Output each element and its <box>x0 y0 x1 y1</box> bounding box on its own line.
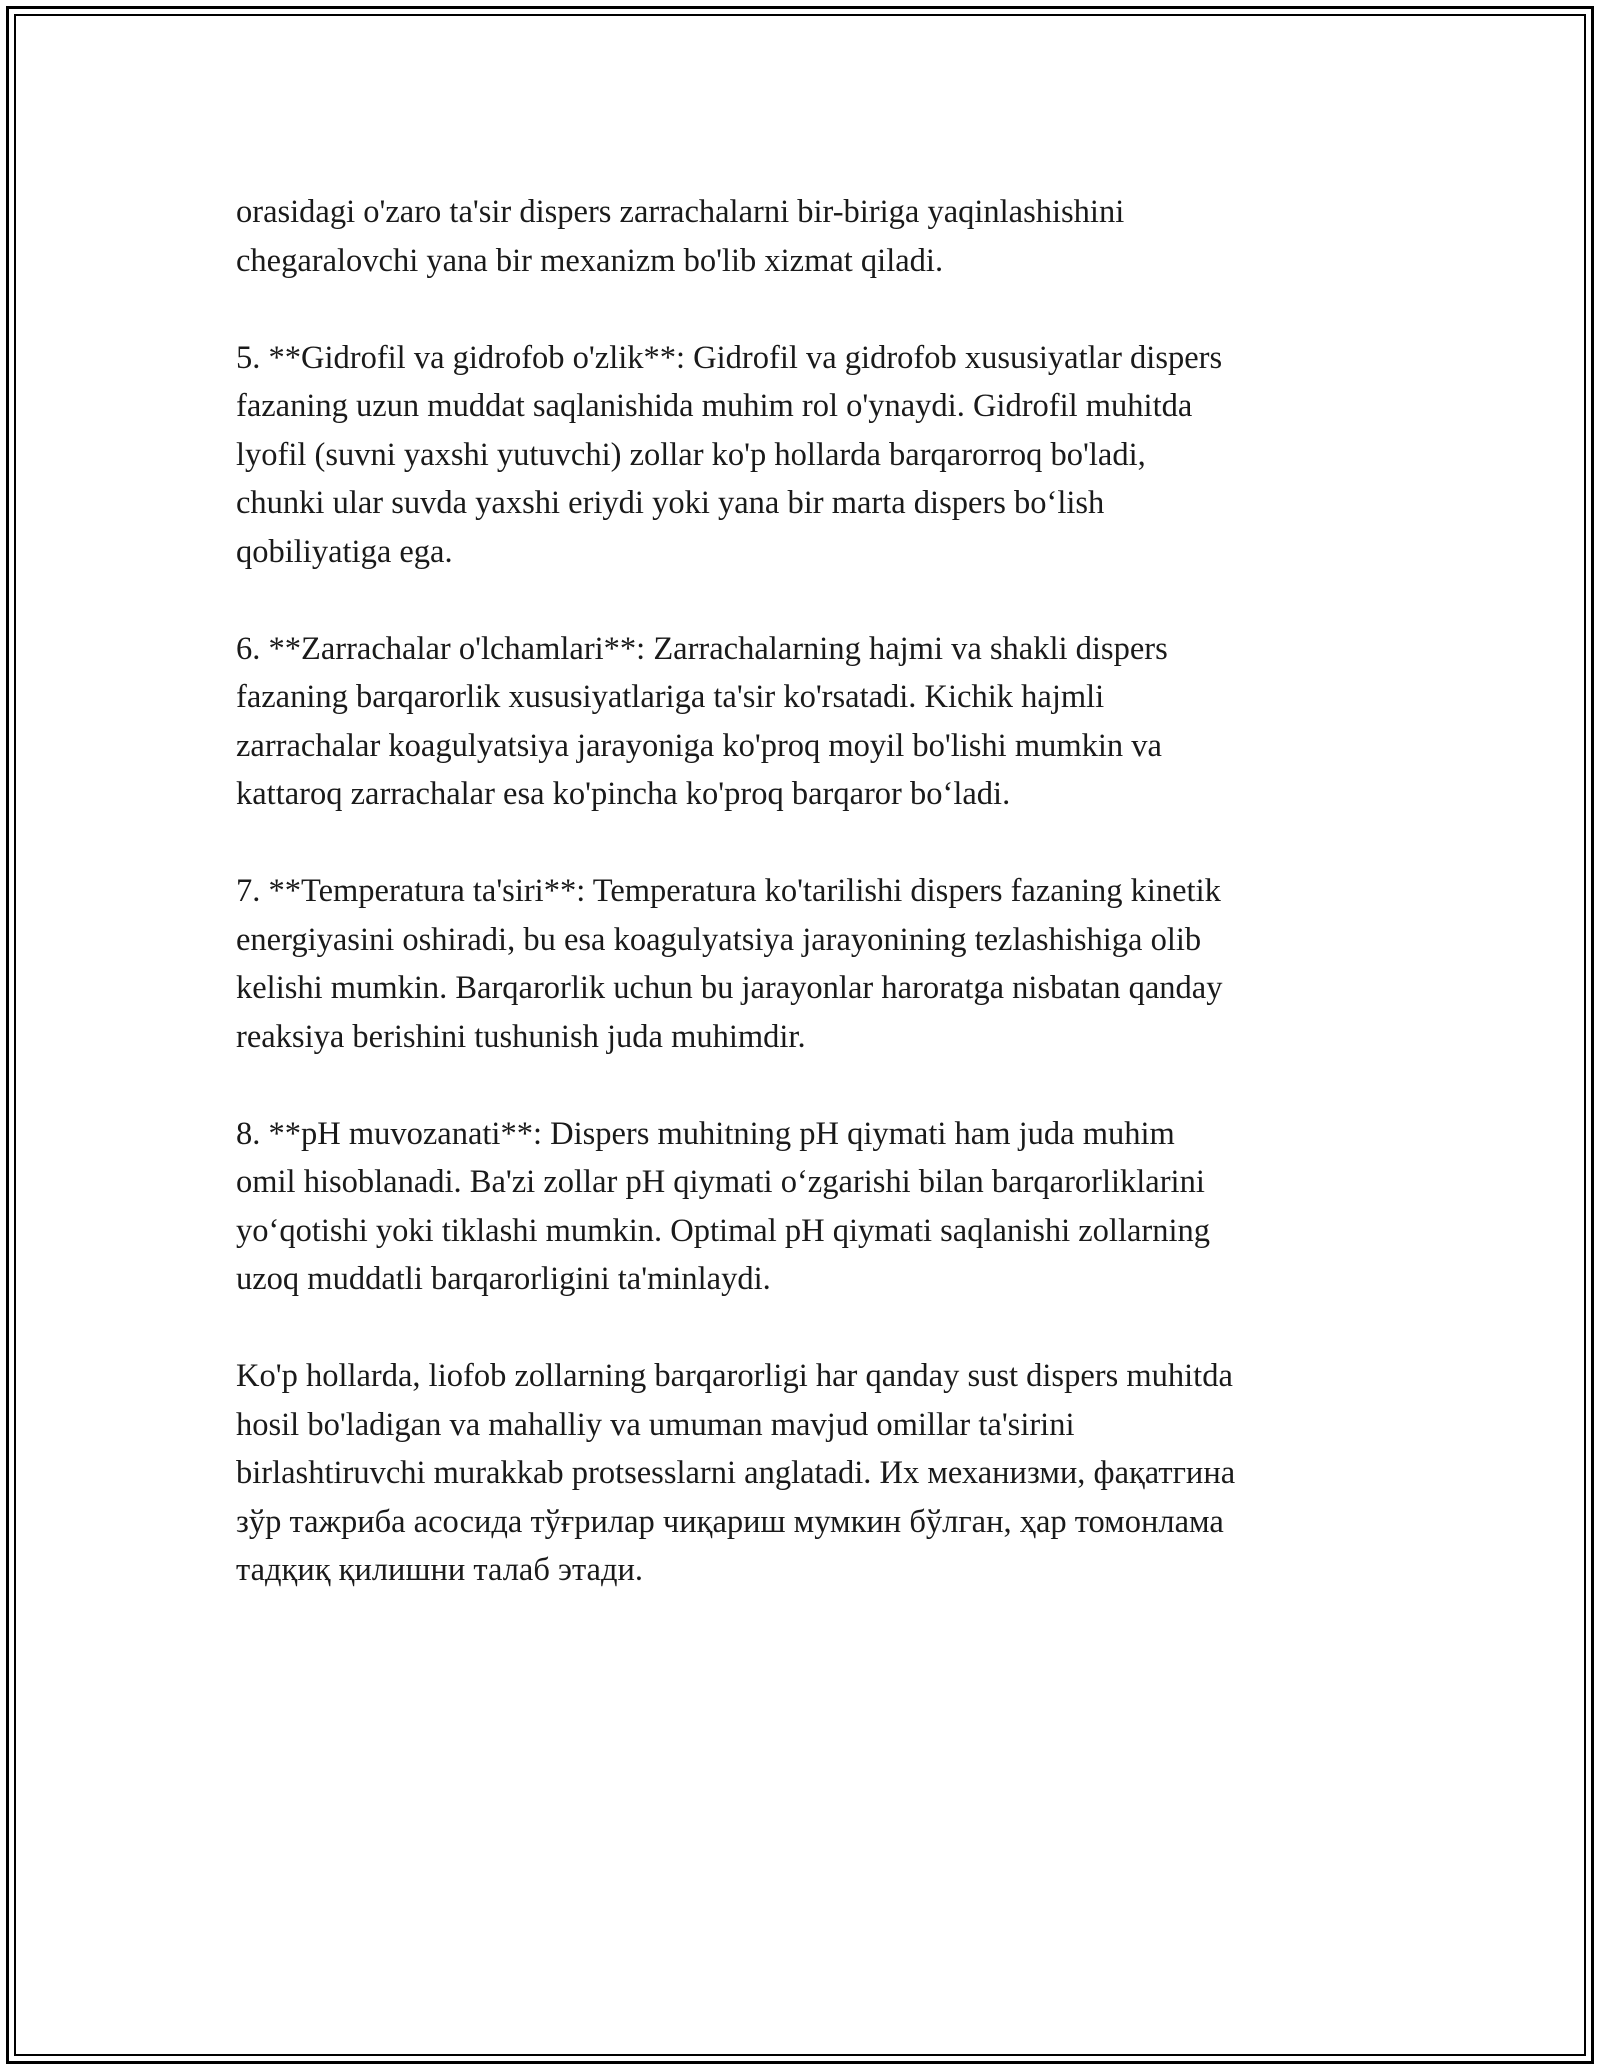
paragraph-item-8: 8. **pH muvozanati**: Dispers muhitning pH qiymati ham juda muhim omil hisoblanadi. Ba'zi zollar pH qiymati o‘zgarishi bilan barqarorliklarini yo‘qotishi yoki tiklashi mumkin. Optimal pH qiymati saqlanishi zollarning uzoq muddatli barqarorligini ta'minlaydi. <box>236 1115 1211 1297</box>
paragraph-item-5: 5. **Gidrofil va gidrofob o'zlik**: Gidrofil va gidrofob xususiyatlar dispers fazaning uzun muddat saqlanishida muhim rol o'ynaydi. Gidrofil muhitda lyofil (suvni yaxshi yutuvchi) zollar ko'p hollarda barqarorroq bo'ladi, chunki ular suvda yaxshi eriydi yoki yana bir marta dispers bo‘lish qobiliyatiga ega. <box>236 339 1223 570</box>
document-body <box>236 188 1396 1643</box>
paragraph-conclusion: Ko'p hollarda, liofob zollarning barqarorligi har qanday sust dispers muhitda hosil bo'ladigan va mahalliy va umuman mavjud omillar ta'sirini birlashtiruvchi murakkab protsesslarni anglatadi. Их механизми, фақатгина зўр тажриба асосида тўғрилар чиқариш мумкин бўлган, ҳар томонлама тадқиқ қилишни талаб этади. <box>236 1358 1236 1588</box>
paragraph-continuation: orasidagi o'zaro ta'sir dispers zarrachalarni bir-biriga yaqinlashishini chegaralovchi yana bir mexanizm bo'lib xizmat qiladi. <box>236 194 1125 279</box>
paragraph-item-7: 7. **Temperatura ta'siri**: Temperatura ko'tarilishi dispers fazaning kinetik energiyasini oshiradi, bu esa koagulyatsiya jarayonining tezlashishiga olib kelishi mumkin. Barqarorlik uchun bu jarayonlar haroratga nisbatan qanday reaksiya berishini tushunish juda muhimdir. <box>236 873 1223 1055</box>
paragraph-item-6: 6. **Zarrachalar o'lchamlari**: Zarrachalarning hajmi va shakli dispers fazaning barqarorlik xususiyatlariga ta'sir ko'rsatadi. Kichik hajmli zarrachalar koagulyatsiya jarayoniga ko'proq moyil bo'lishi mumkin va kattaroq zarrachalar esa ko'pincha ko'proq barqaror bo‘ladi. <box>236 630 1168 812</box>
